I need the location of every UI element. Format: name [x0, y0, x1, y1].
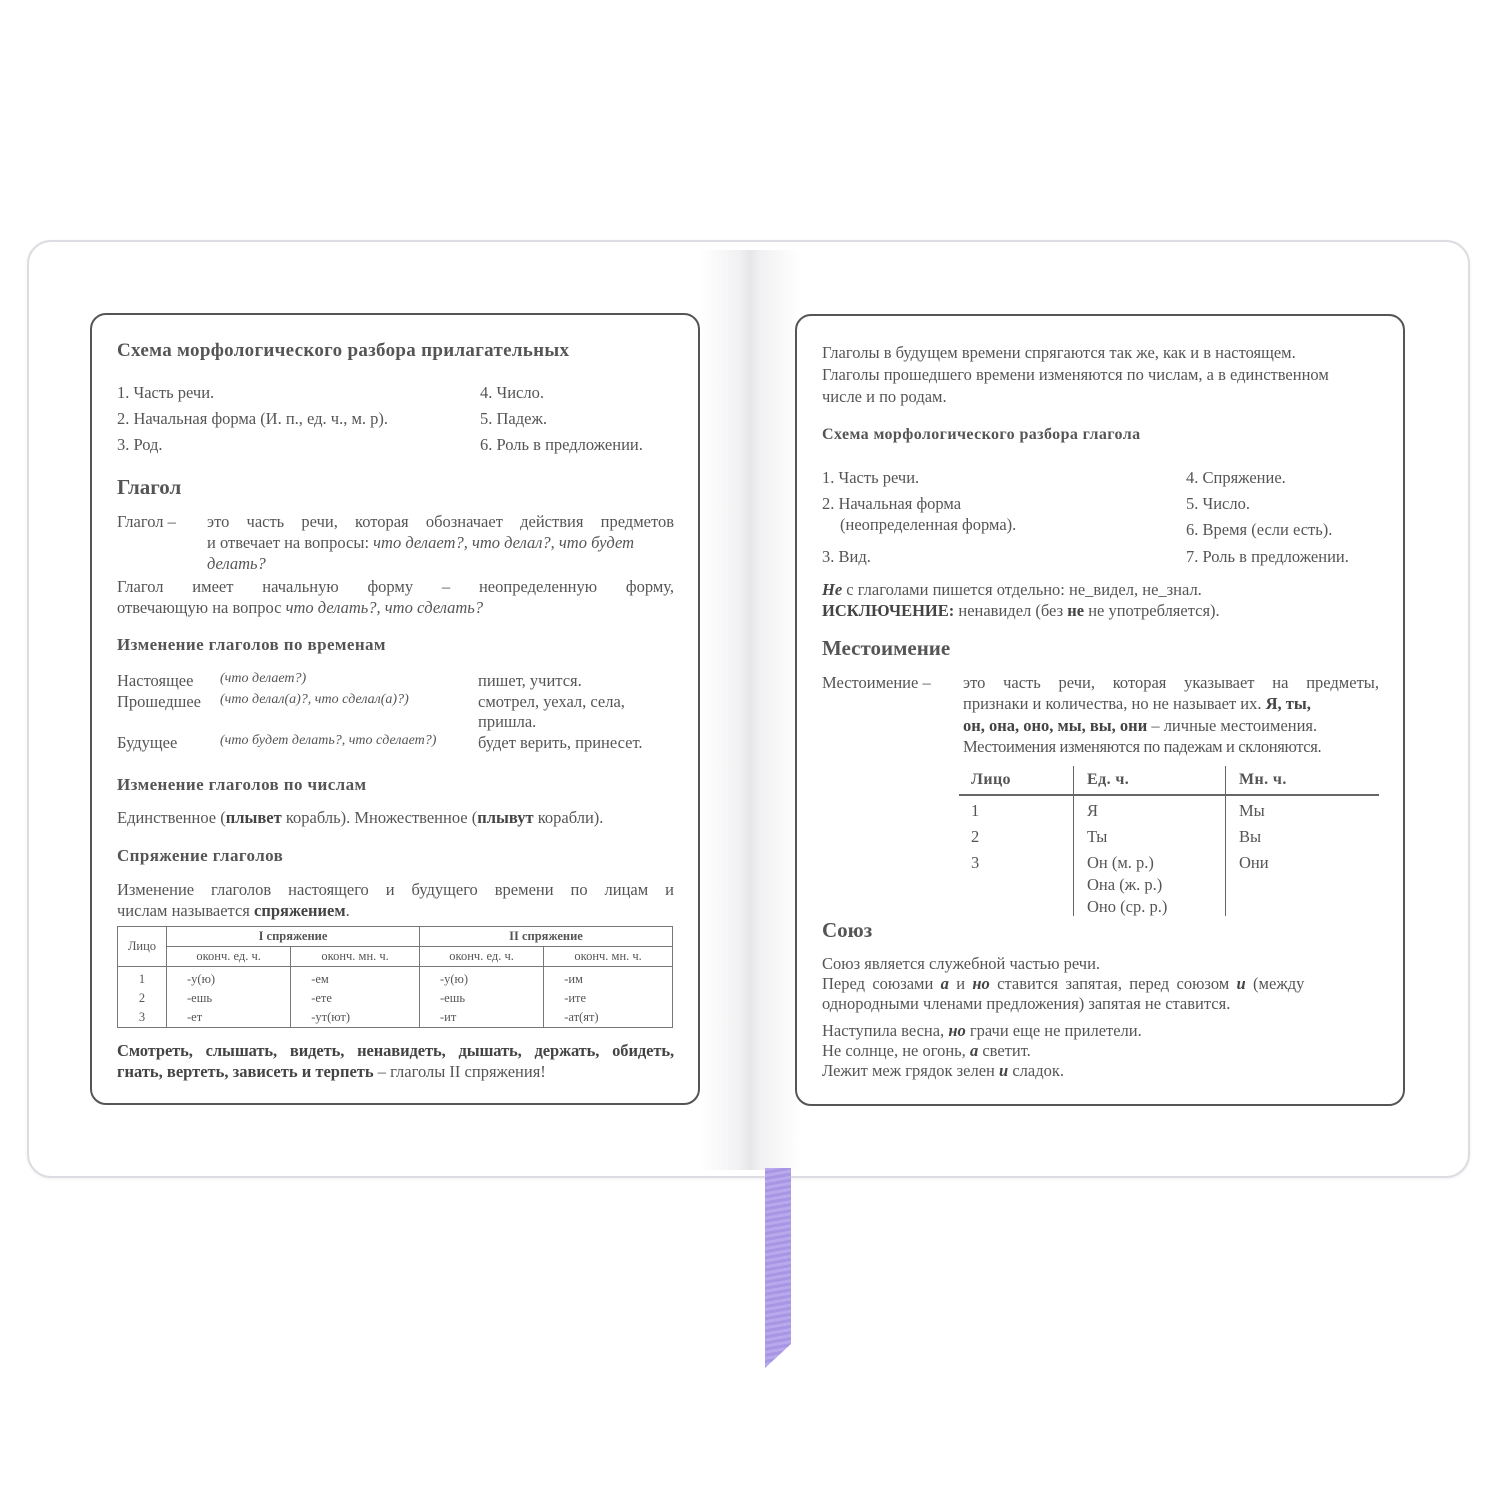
intro-line: числе и по родам. [822, 387, 947, 406]
intro-line: Глаголы в будущем времени спрягаются так же, как и в настоящем. [822, 343, 1296, 362]
pron-table-header: Мн. ч. [1239, 771, 1287, 788]
notebook-spine [700, 250, 800, 1170]
union-text: однородными членами предложения) запятая не ставится. [822, 994, 1231, 1013]
verb-infinitive-line: отвечающую на вопрос что делать?, что сделать? [117, 598, 484, 617]
tense-example: пришла. [478, 712, 537, 731]
union-example: Лежит меж грядок зелен и сладок. [822, 1061, 1064, 1080]
pron-table-header: Ед. ч. [1087, 771, 1130, 788]
verb-heading: Глагол [117, 475, 182, 499]
conj-cell: -ет [167, 1008, 291, 1028]
pronoun-heading: Местоимение [822, 636, 951, 660]
scheme-adj-item: 4. Число. [480, 383, 544, 402]
conj-person-header: Лицо [118, 927, 167, 967]
pron-cell: Оно (ср. р.) [1087, 897, 1168, 916]
pron-cell: 3 [971, 853, 980, 872]
scheme-adj-item: 2. Начальная форма (И. п., ед. ч., м. р). [117, 409, 389, 428]
union-text: Союз является служебной частью речи. [822, 954, 1101, 973]
pron-table-divider [1073, 766, 1074, 916]
scheme-verb-item: 6. Время (если есть). [1186, 520, 1333, 539]
conj-cell: -ит [419, 1008, 543, 1028]
tense-question: (что делал(а)?, что сделал(а)?) [220, 692, 409, 707]
union-text: Перед союзами а и но ставится запятая, перед союзом и (между [822, 974, 1305, 993]
tenses-heading: Изменение глаголов по временам [117, 635, 386, 654]
conjugation-table [117, 926, 673, 1028]
pron-cell: Ты [1087, 827, 1108, 846]
numbers-text: Единственное (плывет корабль). Множественное (плывут корабли). [117, 808, 604, 827]
verb-term: Глагол – [117, 512, 176, 531]
verb-infinitive-line: Глагол имеет начальную форму – неопределенную форму, [117, 577, 674, 596]
verb-definition-line: делать? [207, 554, 266, 573]
conj-group-header: I спряжение [167, 927, 420, 947]
verb-definition-line: и отвечает на вопросы: что делает?, что делал?, что будет [207, 533, 634, 552]
union-heading: Союз [822, 918, 873, 942]
bookmark-ribbon [765, 1168, 791, 1368]
pron-cell: 2 [971, 827, 980, 846]
scheme-verb-item: 1. Часть речи. [822, 468, 920, 487]
ne-rule: Не с глаголами пишется отдельно: не_видел, не_знал. [822, 580, 1202, 599]
pron-cell: Она (ж. р.) [1087, 875, 1163, 894]
conj-cell: -ем [291, 967, 420, 990]
pronoun-definition-line: это часть речи, которая указывает на предметы, [963, 673, 1379, 692]
conjugation-heading: Спряжение глаголов [117, 846, 284, 865]
tense-question: (что делает?) [220, 671, 307, 686]
pron-cell: Я [1087, 801, 1099, 820]
conj-subheader: оконч. мн. ч. [291, 947, 420, 967]
intro-line: Глаголы прошедшего времени изменяются по числам, а в единственном [822, 365, 1329, 384]
scheme-adj-item: 1. Часть речи. [117, 383, 215, 402]
conj-cell: -ат(ят) [544, 1008, 673, 1028]
pron-table-divider [1225, 766, 1226, 916]
tense-example: будет верить, принесет. [478, 733, 643, 752]
conj-cell: -ите [544, 989, 673, 1008]
scheme-adj-item: 5. Падеж. [480, 409, 547, 428]
conj-subheader: оконч. мн. ч. [544, 947, 673, 967]
pron-cell: Мы [1239, 801, 1265, 820]
union-example: Наступила весна, но грачи еще не прилетели. [822, 1021, 1142, 1040]
pronoun-definition-line: признаки и количества, но не называет их. Я, ты, [963, 694, 1311, 713]
pronoun-definition-line: он, она, оно, мы, вы, они – личные местоимения. [963, 716, 1318, 735]
tense-name: Прошедшее [117, 692, 201, 711]
conj-cell: -у(ю) [419, 967, 543, 990]
numbers-heading: Изменение глаголов по числам [117, 775, 367, 794]
scheme-verb-item: 7. Роль в предложении. [1186, 547, 1349, 566]
conjugation-text: Изменение глаголов настоящего и будущего времени по лицам и [117, 880, 674, 899]
scheme-verb-title: Схема морфологического разбора глагола [822, 426, 1141, 443]
conj-subheader: оконч. ед. ч. [167, 947, 291, 967]
conj-subheader: оконч. ед. ч. [419, 947, 543, 967]
verb-definition-line: это часть речи, которая обозначает действия предметов [207, 512, 674, 531]
conjugation-text: числам называется спряжением. [117, 901, 350, 920]
union-example: Не солнце, не огонь, а светит. [822, 1041, 1031, 1060]
scheme-verb-item: 2. Начальная форма [822, 494, 962, 513]
pron-cell: Они [1239, 853, 1269, 872]
pron-cell: 1 [971, 801, 980, 820]
conj-cell: 3 [118, 1008, 167, 1028]
tense-example: пишет, учится. [478, 671, 582, 690]
tense-name: Настоящее [117, 671, 194, 690]
exceptions-line: гнать, вертеть, зависеть и терпеть – глаголы II спряжения! [117, 1062, 546, 1081]
tense-example: смотрел, уехал, села, [478, 692, 625, 711]
ne-exception: ИСКЛЮЧЕНИЕ: ненавидел (без не не употребляется). [822, 601, 1220, 620]
scheme-verb-item: 5. Число. [1186, 494, 1250, 513]
scheme-adj-title: Схема морфологического разбора прилагательных [117, 340, 570, 361]
pron-table-rule [959, 794, 1379, 796]
conj-cell: -ут(ют) [291, 1008, 420, 1028]
conj-group-header: II спряжение [419, 927, 672, 947]
scheme-verb-item: 4. Спряжение. [1186, 468, 1286, 487]
conj-cell: 1 [118, 967, 167, 990]
pron-cell: Вы [1239, 827, 1262, 846]
conj-cell: -им [544, 967, 673, 990]
tense-question: (что будет делать?, что сделает?) [220, 733, 437, 748]
scheme-verb-item: (неопределенная форма). [840, 515, 1017, 534]
conj-cell: -у(ю) [167, 967, 291, 990]
pron-cell: Он (м. р.) [1087, 853, 1154, 872]
pronoun-definition-line: Местоимения изменяются по падежам и склоняются. [963, 737, 1322, 756]
conj-cell: 2 [118, 989, 167, 1008]
scheme-adj-item: 3. Род. [117, 435, 163, 454]
conj-cell: -ете [291, 989, 420, 1008]
conj-cell: -ешь [419, 989, 543, 1008]
tense-name: Будущее [117, 733, 178, 752]
pron-table-header: Лицо [971, 771, 1011, 788]
pronoun-term: Местоимение – [822, 673, 931, 692]
scheme-adj-item: 6. Роль в предложении. [480, 435, 643, 454]
exceptions-line: Смотреть, слышать, видеть, ненавидеть, дышать, держать, обидеть, [117, 1041, 674, 1060]
conj-cell: -ешь [167, 989, 291, 1008]
scheme-verb-item: 3. Вид. [822, 547, 871, 566]
